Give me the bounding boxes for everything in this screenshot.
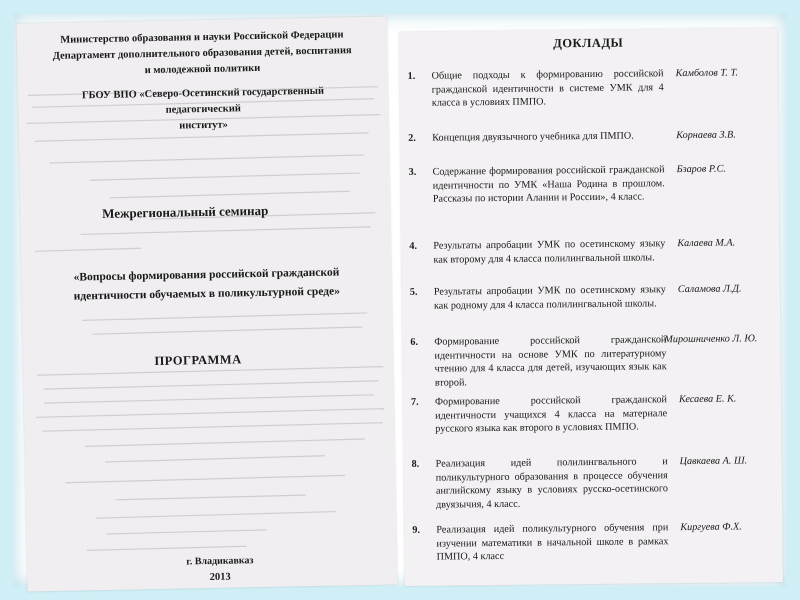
institution-line: институт» bbox=[179, 119, 229, 132]
header-line: и молодежной политики bbox=[144, 62, 261, 77]
reports-page bbox=[399, 28, 783, 586]
report-title: Общие подходы к формированию российской гражданской идентичности в системе УМК для 4 класса в условиях ПМПО. bbox=[431, 68, 664, 109]
theme-line: «Вопросы формирования российской гражданской bbox=[73, 266, 340, 284]
ministry-header bbox=[17, 26, 388, 81]
report-item bbox=[404, 454, 782, 511]
report-title: Результаты апробации УМК по осетинскому языку как родному для 4 класса полилингвальной школы. bbox=[433, 284, 666, 312]
report-item bbox=[400, 128, 778, 144]
report-author: Саламова Л.Д. bbox=[677, 283, 742, 296]
report-item bbox=[402, 332, 780, 389]
report-title: Реализация идей полилингвального и поликультурного образования в процессе обучения английскому языку в условиях русско-осетинского двуязычия, 4 класс. bbox=[435, 456, 668, 511]
report-author: Кесаева Е. К. bbox=[678, 393, 737, 406]
report-title: Формирование российской гражданской идентичности учащихся 4 класса на материале русского языка как второго в условиях ПМПО. bbox=[434, 394, 668, 435]
report-author: Киргуева Ф.Х. bbox=[680, 521, 742, 534]
report-author: Мирошниченко Л. Ю. bbox=[664, 333, 758, 346]
report-number: 6. bbox=[410, 336, 419, 348]
report-number: 7. bbox=[410, 396, 419, 408]
report-item bbox=[402, 282, 780, 312]
report-number: 1. bbox=[407, 70, 416, 82]
report-number: 2. bbox=[408, 132, 416, 144]
program-heading: ПРОГРАММА bbox=[154, 352, 242, 369]
institution-name bbox=[18, 82, 389, 137]
report-author: Цавкаева А. Ш. bbox=[679, 455, 748, 468]
report-title: Результаты апробации УМК по осетинскому языку как второму для 4 класса полилингвальной школы. bbox=[433, 238, 666, 266]
report-author: Камболов Т. Т. bbox=[675, 67, 739, 80]
report-number: 9. bbox=[412, 524, 421, 536]
report-item bbox=[400, 66, 778, 109]
header-line: Министерство образования и науки Российской Федерации bbox=[60, 29, 344, 46]
report-title: Содержание формирования российской гражданской идентичности по УМК «Наша Родина в прошлом. Рассказы по истории Алании и России», 4 класс. bbox=[432, 164, 665, 205]
report-author: Калаева М.А. bbox=[677, 237, 736, 250]
report-number: 3. bbox=[408, 166, 417, 178]
report-title: Формирование российской гражданской идентичности на основе УМК по литературному чтению для 4 класса для детей, изучающих язык как второй. bbox=[434, 334, 667, 389]
report-number: 5. bbox=[409, 286, 418, 298]
header-line: Департамент дополнительного образования детей, воспитания bbox=[52, 45, 352, 62]
report-item bbox=[401, 236, 779, 266]
institution-line: ГБОУ ВПО «Северо-Осетинский государственный педагогический bbox=[81, 85, 325, 116]
report-title: Реализация идей поликультурного обучения при изучении математики в начальной школе в рамках ПМПО, 4 класс bbox=[436, 522, 669, 563]
seminar-title: Межрегиональный семинар bbox=[102, 202, 269, 221]
reports-title: ДОКЛАДЫ bbox=[553, 35, 624, 51]
year: 2013 bbox=[209, 571, 231, 583]
seminar-theme bbox=[21, 262, 392, 307]
report-item bbox=[401, 162, 779, 205]
program-cover-page bbox=[17, 17, 398, 592]
report-number: 4. bbox=[409, 240, 418, 252]
report-author: Бзаров Р.С. bbox=[676, 163, 726, 176]
report-number: 8. bbox=[411, 458, 420, 470]
report-item bbox=[404, 520, 782, 563]
city: г. Владикавказ bbox=[186, 555, 254, 568]
report-author: Корнаева З.В. bbox=[676, 129, 736, 142]
theme-line: идентичности обучаемых в поликультурной среде» bbox=[73, 285, 341, 303]
report-title: Концепция двуязычного учебника для ПМПО. bbox=[432, 130, 634, 144]
report-item bbox=[403, 392, 781, 435]
